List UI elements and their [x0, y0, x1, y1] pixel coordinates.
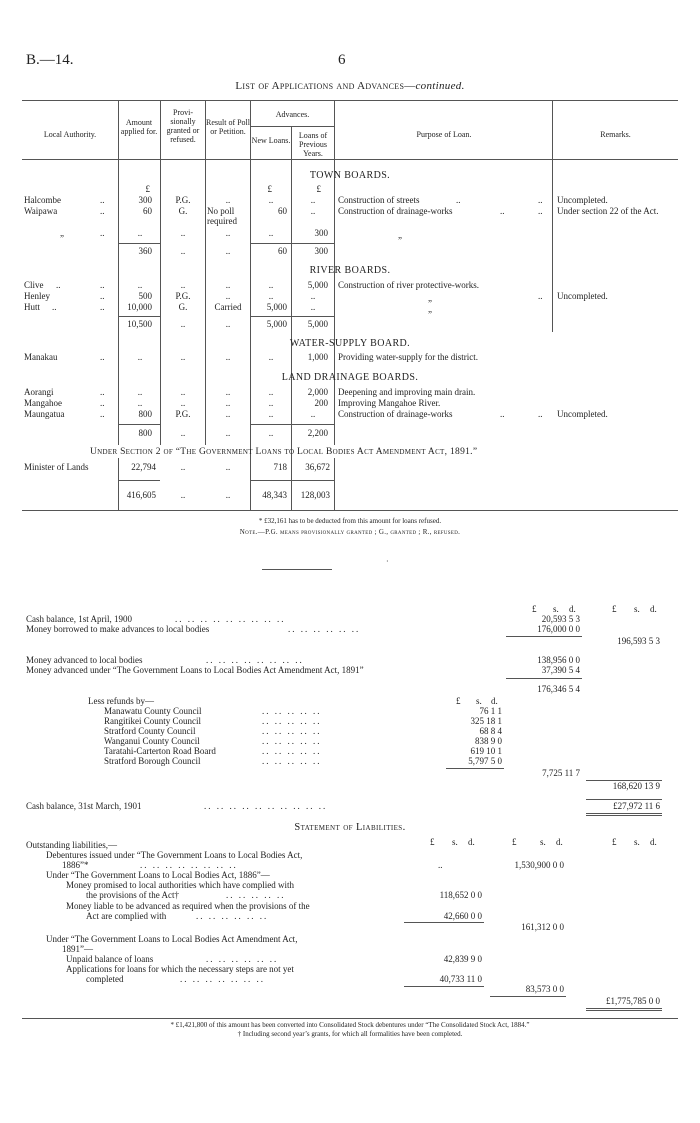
dot-leader: .. .. .. .. .. ..: [196, 911, 269, 921]
grand-total-amount: 416,605: [126, 490, 156, 500]
table-head-rule: [22, 159, 678, 160]
grant-status: ..: [180, 280, 186, 290]
advances-sub-rule: [250, 126, 334, 127]
subtotal-new: ..: [268, 428, 274, 438]
amount-applied: ..: [137, 398, 143, 408]
double-rule: [586, 813, 662, 814]
amount-applied: ..: [137, 228, 143, 238]
liabilities-title: Statement of Liabilities.: [294, 822, 406, 833]
poll-result: ..: [225, 228, 231, 238]
dot-leader: ..: [100, 228, 105, 238]
dot-leader: ..: [438, 860, 443, 870]
refund-name: Manawatu County Council: [104, 706, 202, 716]
loan-purpose: Construction of river protective-works.: [338, 280, 479, 290]
dot-leader: ..: [538, 206, 543, 216]
remarks: Uncompleted.: [557, 291, 608, 301]
amount-applied: 300: [138, 195, 152, 205]
previous-loans: ..: [310, 409, 316, 419]
header-provisionally-granted: Provi-sionally granted or refused.: [166, 108, 200, 144]
subtotal-previous: 2,200: [307, 428, 328, 438]
header-advances: Advances.: [275, 110, 310, 119]
dot-leader: ..: [538, 195, 543, 205]
refund-amount: 68 8 4: [479, 726, 502, 736]
grant-status: ..: [180, 352, 186, 362]
previous-loans: 36,672: [305, 462, 330, 472]
authority-name: Clive: [24, 280, 44, 290]
promised-label: Money promised to local authorities which have complied with: [66, 880, 294, 890]
loan-purpose: Deepening and improving main drain.: [338, 387, 476, 397]
under-1886-label: Under “The Government Loans to Local Bodies Act, 1886”—: [46, 870, 270, 880]
advances-subtotal: 176,346 5 4: [537, 684, 580, 694]
previous-loans: 200: [314, 398, 328, 408]
grant-status: ..: [180, 462, 186, 472]
subtotal-rule: [250, 243, 334, 244]
remarks: Under section 22 of the Act.: [557, 206, 659, 216]
subtotal-amount: 10,500: [127, 319, 152, 329]
amount-applied: ..: [137, 352, 143, 362]
authority-name: Henley: [24, 291, 50, 301]
table-note-abbreviations: Note.—P.G. means provisionally granted ; G., granted ; R., refused.: [239, 528, 461, 536]
double-rule: [586, 815, 662, 816]
previous-loans: 2,000: [307, 387, 328, 397]
dot-leader: .. .. .. .. ..: [262, 706, 322, 716]
col-head-pence: d.: [650, 604, 657, 614]
unpaid-amount: 42,839 9 0: [443, 954, 482, 964]
money-borrowed-label: Money borrowed to make advances to local bodies: [26, 624, 210, 634]
authority-name: Minister of Lands: [24, 462, 89, 472]
section-separator: [262, 569, 332, 570]
dot-leader: ..: [100, 195, 105, 205]
dot-leader: ..: [100, 387, 105, 397]
new-loans: 60: [278, 206, 287, 216]
amount-applied: 60: [143, 206, 152, 216]
col-rule: [118, 458, 119, 510]
previous-loans: 1,000: [307, 352, 328, 362]
page-title-suffix: continued.: [415, 80, 465, 92]
advanced-local-amount: 138,956 0 0: [537, 655, 580, 665]
col-head-shillings: s.: [634, 604, 640, 614]
liable-amount: 42,660 0 0: [443, 911, 482, 921]
closing-balance-label: Cash balance, 31st March, 1901: [26, 801, 142, 811]
grant-status: G.: [178, 302, 188, 312]
section-heading-land-drainage: LAND DRAINAGE BOARDS.: [281, 372, 419, 383]
liabilities-grand-total: £1,775,785 0 0: [606, 996, 660, 1006]
previous-loans: 300: [314, 228, 328, 238]
refund-name: Wanganui County Council: [104, 736, 200, 746]
remarks: Uncompleted.: [557, 409, 608, 419]
opening-balance-label: Cash balance, 1st April, 1900: [26, 614, 132, 624]
debentures-amount: 1,530,900 0 0: [514, 860, 564, 870]
new-loans: ..: [268, 409, 274, 419]
poll-result: No poll required: [207, 206, 237, 226]
amount-applied: ..: [137, 280, 143, 290]
dot-leader: .. .. .. .. ..: [262, 726, 322, 736]
double-rule: [586, 1010, 662, 1011]
poll-result: ..: [225, 462, 231, 472]
section-heading-town-boards: TOWN BOARDS.: [309, 170, 391, 181]
loan-purpose: „: [428, 293, 432, 303]
refund-amount: 838 9 0: [475, 736, 502, 746]
advanced-amendment-amount: 37,390 5 4: [541, 665, 580, 675]
subtotal-grant: ..: [180, 428, 186, 438]
dot-leader: .. .. .. .. ..: [262, 736, 322, 746]
loan-purpose: „: [428, 304, 432, 314]
dot-leader: ..: [500, 206, 505, 216]
dot-leader: ..: [100, 291, 105, 301]
unpaid-label: Unpaid balance of loans: [66, 954, 154, 964]
col-head-pence: d.: [556, 837, 563, 847]
poll-result: ..: [225, 352, 231, 362]
page-number: 6: [338, 52, 346, 68]
subtotal-amount: 800: [138, 428, 152, 438]
dot-leader: ..: [500, 409, 505, 419]
sum-rule: [404, 922, 484, 923]
section-heading-amendment-act: Under Section 2 of “The Government Loans to Local Bodies Act Amendment Act, 1891.”: [90, 447, 478, 457]
currency-mark: £: [145, 184, 150, 194]
grand-total-rule: [118, 480, 160, 481]
table-note-refused: * £32,161 has to be deducted from this amount for loans refused.: [258, 517, 442, 525]
subtotal-poll: ..: [225, 319, 231, 329]
dot-leader: ..: [100, 352, 105, 362]
table-top-rule: [22, 100, 678, 101]
table-bottom-rule: [22, 510, 678, 511]
loan-purpose: Improving Mangahoe River.: [338, 398, 441, 408]
applications-amount: 40,733 11 0: [439, 974, 482, 984]
subtotal-previous: 5,000: [307, 319, 328, 329]
outstanding-label: Outstanding liabilities,—: [26, 840, 117, 850]
promised-label-cont: the provisions of the Act†: [86, 890, 179, 900]
dot-leader: .. .. .. .. ..: [262, 746, 322, 756]
col-head-shillings: s.: [540, 837, 546, 847]
subtotal-amount: 360: [138, 246, 152, 256]
header-remarks: Remarks.: [600, 130, 631, 139]
grant-status: P.G.: [175, 195, 191, 205]
advanced-local-label: Money advanced to local bodies: [26, 655, 143, 665]
amount-applied: 800: [138, 409, 152, 419]
col-head-shillings: s.: [452, 837, 458, 847]
amount-applied: 10,000: [127, 302, 152, 312]
under-amendment-label: Under “The Government Loans to Local Bodies Act Amendment Act,: [46, 934, 298, 944]
liable-label-cont: Act are complied with: [86, 911, 167, 921]
under-amendment-label-cont: 1891”—: [62, 944, 93, 954]
poll-result: ..: [225, 387, 231, 397]
new-loans: ..: [268, 291, 274, 301]
new-loans: ..: [268, 387, 274, 397]
grand-total-grant: ..: [180, 490, 186, 500]
col-head-pounds: £: [612, 604, 617, 614]
sum-rule: [586, 799, 662, 800]
previous-loans: ..: [310, 195, 316, 205]
new-loans: ..: [268, 398, 274, 408]
new-loans: ..: [268, 280, 274, 290]
col-rule: [334, 458, 335, 510]
dot-leader: ..: [100, 280, 105, 290]
debentures-label: Debentures issued under “The Government Loans to Local Bodies Act,: [46, 850, 303, 860]
dot-leader: ..: [100, 302, 105, 312]
subtotal-rule: [118, 424, 160, 425]
dot-leader: ..: [100, 206, 105, 216]
dot-leader: ..: [56, 280, 61, 290]
dot-leader: ..: [538, 409, 543, 419]
refund-amount: 76 1 1: [479, 706, 502, 716]
subtotal-new: 5,000: [266, 319, 287, 329]
currency-mark: £: [267, 184, 272, 194]
separator-mark: ·: [386, 557, 389, 566]
loan-purpose: Construction of drainage-works: [338, 409, 453, 419]
section-heading-water-supply: WATER-SUPPLY BOARD.: [289, 338, 411, 349]
dot-leader: .. .. .. .. .. .. .. .. .. ..: [204, 801, 328, 811]
promised-amount: 118,652 0 0: [439, 890, 482, 900]
new-loans: ..: [268, 228, 274, 238]
subtotal-rule: [250, 316, 334, 317]
col-head-pounds: £: [612, 837, 617, 847]
poll-result: ..: [225, 398, 231, 408]
subtotal-1886: 161,312 0 0: [521, 922, 564, 932]
amount-applied: 500: [138, 291, 152, 301]
subtotal-poll: ..: [225, 428, 231, 438]
header-amount-applied: Amount applied for.: [120, 118, 158, 136]
authority-name: Halcombe: [24, 195, 61, 205]
grand-total-previous: 128,003: [300, 490, 330, 500]
grant-status: ..: [180, 228, 186, 238]
sum-rule: [446, 768, 504, 769]
dot-leader: .. .. .. .. ..: [226, 890, 286, 900]
refund-amount: 5,797 5 0: [468, 756, 502, 766]
applications-label-cont: completed: [86, 974, 124, 984]
previous-loans: ..: [310, 206, 316, 216]
grand-total-poll: ..: [225, 490, 231, 500]
amount-applied: ..: [137, 387, 143, 397]
sum-rule: [404, 986, 484, 987]
subtotal-poll: ..: [225, 246, 231, 256]
new-loans: 5,000: [266, 302, 287, 312]
refund-amount: 619 10 1: [470, 746, 502, 756]
grand-total-new: 48,343: [262, 490, 287, 500]
loan-purpose: Providing water-supply for the district.: [338, 352, 479, 362]
applications-label: Applications for loans for which the necessary steps are not yet: [66, 964, 294, 974]
subtotal-new: 60: [278, 246, 287, 256]
sum-rule: [506, 636, 582, 637]
authority-name: Hutt: [24, 302, 41, 312]
subtotal-rule: [250, 424, 334, 425]
receipts-subtotal: 196,593 5 3: [617, 636, 660, 646]
advanced-amendment-label: Money advanced under “The Government Loans to Local Bodies Act Amendment Act, 1891”: [26, 665, 364, 675]
footnote-consolidated-stock: * £1,421,800 of this amount has been converted into Consolidated Stock debentures under “The Consolidated Stock Act, 1884.”: [170, 1021, 530, 1029]
footnote-second-year: † Including second year’s grants, for which all formalities have been completed.: [237, 1030, 463, 1038]
currency-mark: £: [316, 184, 321, 194]
subtotal-grant: ..: [180, 246, 186, 256]
dot-leader: .. .. .. .. .. .. .. ..: [140, 860, 238, 870]
previous-loans: 5,000: [307, 280, 328, 290]
authority-name: Waipawa: [24, 206, 58, 216]
loan-purpose: „: [398, 230, 402, 240]
grant-status: ..: [180, 398, 186, 408]
col-head-pence: d.: [569, 604, 576, 614]
loan-purpose: Construction of drainage-works: [338, 206, 453, 216]
grant-status: ..: [180, 387, 186, 397]
col-head-pence: d.: [468, 837, 475, 847]
col-head-pounds: £: [532, 604, 537, 614]
report-reference: B.—14.: [26, 52, 74, 68]
dot-leader: ..: [100, 409, 105, 419]
authority-name: Mangahoe: [24, 398, 62, 408]
header-result-of-poll: Result of Poll or Petition.: [206, 118, 251, 136]
grant-status: G.: [178, 206, 188, 216]
footnote-rule: [22, 1018, 678, 1019]
loan-purpose: Construction of streets: [338, 195, 420, 205]
dot-leader: .. .. .. .. .. ..: [288, 624, 361, 634]
header-local-authority: Local Authority.: [43, 130, 97, 139]
subtotal-amendment: 83,573 0 0: [525, 984, 564, 994]
refund-name: Taratahi-Carterton Road Board: [104, 746, 216, 756]
refund-col-pence: d.: [491, 696, 498, 706]
dot-leader: .. .. .. .. .. .. .. .. ..: [175, 614, 286, 624]
previous-loans: ..: [310, 302, 316, 312]
remarks: Uncompleted.: [557, 195, 608, 205]
dot-leader: .. .. .. .. ..: [262, 716, 322, 726]
refund-col-shillings: s.: [476, 696, 482, 706]
liable-label: Money liable to be advanced as required when the provisions of the: [66, 901, 310, 911]
page-title-main: List of Applications and Advances—: [235, 80, 416, 92]
double-rule: [586, 1008, 662, 1009]
new-loans: ..: [268, 352, 274, 362]
refund-amount: 325 18 1: [470, 716, 502, 726]
dot-leader: ..: [52, 302, 57, 312]
section-heading-river-boards: RIVER BOARDS.: [309, 265, 391, 276]
grand-total-rule: [250, 480, 334, 481]
poll-result: ..: [225, 291, 231, 301]
header-previous-loans: Loans of Previous Years.: [298, 131, 328, 158]
refunds-total: 7,725 11 7: [542, 768, 580, 778]
col-head-shillings: s.: [634, 837, 640, 847]
grant-status: P.G.: [175, 409, 191, 419]
poll-result: ..: [225, 195, 231, 205]
dot-leader: .. .. .. .. ..: [262, 756, 322, 766]
page-title: [0, 80, 700, 92]
debentures-label-cont: 1886”*: [62, 860, 89, 870]
dot-leader: .. .. .. .. .. ..: [206, 954, 279, 964]
sum-rule: [490, 996, 566, 997]
authority-name: Manakau: [24, 352, 58, 362]
dot-leader: ..: [456, 195, 461, 205]
refund-name: Stratford Borough Council: [104, 756, 201, 766]
refund-name: Rangitikei County Council: [104, 716, 201, 726]
net-advances: 168,620 13 9: [612, 781, 660, 791]
subtotal-grant: ..: [180, 319, 186, 329]
subtotal-rule: [118, 316, 160, 317]
new-loans: ..: [268, 195, 274, 205]
authority-name: Maungatua: [24, 409, 65, 419]
dot-leader: .. .. .. .. .. .. .. ..: [206, 655, 304, 665]
refunds-label: Less refunds by—: [88, 696, 154, 706]
subtotal-previous: 300: [314, 246, 328, 256]
previous-loans: ..: [310, 291, 316, 301]
col-head-shillings: s.: [553, 604, 559, 614]
header-new-loans: New Loans.: [251, 136, 291, 145]
closing-balance-amount: £27,972 11 6: [613, 801, 660, 811]
subtotal-rule: [118, 243, 160, 244]
opening-balance-amount: 20,593 5 3: [541, 614, 580, 624]
refund-name: Stratford County Council: [104, 726, 196, 736]
new-loans: 718: [273, 462, 287, 472]
sum-rule: [506, 678, 582, 679]
dot-leader: .. .. .. .. .. .. ..: [180, 974, 265, 984]
col-head-pounds: £: [430, 837, 435, 847]
dot-leader: ..: [538, 291, 543, 301]
dot-leader: ..: [100, 398, 105, 408]
grant-status: P.G.: [175, 291, 191, 301]
amount-applied: 22,794: [131, 462, 156, 472]
authority-name: Aorangi: [24, 387, 54, 397]
poll-result: ..: [225, 280, 231, 290]
refund-col-pounds: £: [456, 696, 461, 706]
col-head-pounds: £: [512, 837, 517, 847]
money-borrowed-amount: 176,000 0 0: [537, 624, 580, 634]
header-purpose: Purpose of Loan.: [416, 130, 472, 139]
authority-name: „: [60, 228, 64, 238]
poll-result: Carried: [214, 302, 242, 312]
poll-result: ..: [225, 409, 231, 419]
col-head-pence: d.: [650, 837, 657, 847]
